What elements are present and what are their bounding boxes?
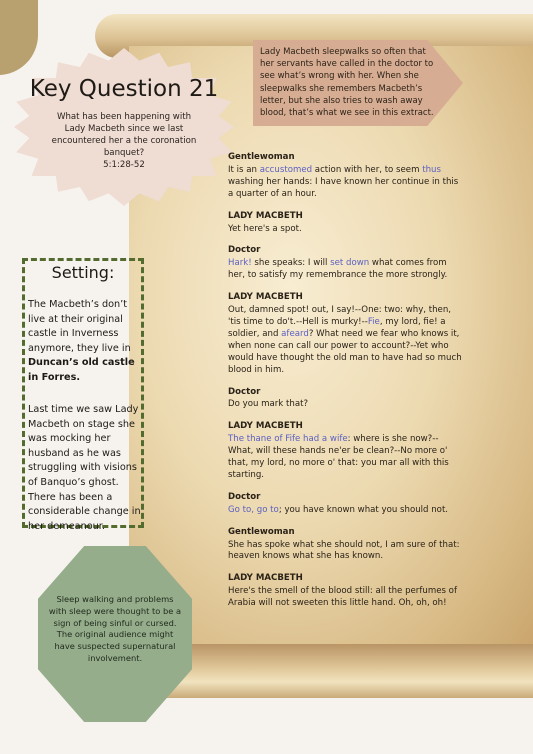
speaker-name: Gentlewoman — [228, 152, 295, 162]
speech-segment: what comes from her, to satisfy my remembrance the more strongly. — [228, 258, 448, 281]
script-line — [228, 387, 463, 412]
script-line — [228, 211, 463, 236]
speech-text — [228, 224, 463, 236]
key-question-text — [46, 111, 202, 171]
setting-paragraph-change: Last time we saw Lady Macbeth on stage she was mocking her husband as he was struggling with visions of Banquo’s ghost. There has been a considerable change in her demeanour. — [28, 404, 141, 532]
speech-segment: Do you mark that? — [228, 399, 309, 410]
speech-segment: , my lord, fie! a soldier, and — [228, 316, 446, 339]
speech-text — [228, 165, 463, 201]
speech-segment: She has spoke what she should not, I am sure of that: heaven knows what she has known. — [228, 539, 460, 562]
setting-location-bold: Duncan’s old castle in Forres. — [28, 357, 135, 383]
speech-segment: It is an — [228, 164, 260, 175]
speaker-name: Gentlewoman — [228, 526, 295, 537]
speech-text — [228, 258, 463, 282]
key-question-title: Key Question 21 — [29, 76, 219, 102]
corner-decoration — [0, 0, 38, 75]
speech-segment: ? What need we fear who knows it, when none can call our power to account?--Yet who would have thought the old man to have had so much blood in him. — [228, 328, 462, 375]
scene-reference: 5:1:28-52 — [103, 160, 145, 170]
speech-text — [228, 586, 463, 610]
speech-text — [228, 540, 463, 564]
key-question-prompt: What has been happening with Lady Macbeth since we last encountered her a the coronation banquet? — [51, 112, 197, 158]
speech-text — [228, 305, 463, 376]
setting-title: Setting: — [51, 263, 115, 282]
glossary-word: Fie — [367, 316, 380, 327]
script-line — [228, 492, 463, 517]
play-extract — [228, 152, 463, 620]
glossary-word: The thane of Fife had a wife — [228, 434, 348, 445]
speech-text — [228, 434, 463, 482]
script-line — [228, 152, 463, 201]
glossary-word: accustomed — [259, 164, 313, 175]
glossary-word: Hark! — [228, 258, 252, 269]
script-line — [228, 527, 463, 564]
context-fact-text: Sleep walking and problems with sleep were thought to be a sign of being sinful or cursed. The original audience might have suspected supernatural involvement. — [48, 594, 182, 663]
speaker-name: Doctor — [228, 245, 261, 256]
setting-location-text: The Macbeth’s don’t live at their original castle in Inverness anymore, they live in — [28, 299, 131, 354]
speaker-name: LADY MACBETH — [228, 421, 303, 432]
speech-segment: action with her, to seem — [312, 164, 423, 175]
speaker-name: Doctor — [228, 491, 261, 502]
speech-segment: : where is she now?--What, will these hands ne'er be clean?--No more o' that, my lord, no more o' that: you mar all with this starting. — [228, 434, 449, 480]
glossary-word: Go to, go to — [228, 504, 279, 515]
glossary-word: afeard — [281, 328, 309, 339]
speaker-name: Doctor — [228, 386, 261, 397]
script-line — [228, 573, 463, 610]
speaker-name: LADY MACBETH — [228, 573, 303, 584]
speech-segment: she speaks: I will — [251, 258, 331, 269]
script-line — [228, 245, 463, 282]
speech-text — [228, 505, 463, 517]
script-line — [228, 292, 463, 376]
glossary-word: set down — [330, 258, 370, 269]
speech-segment: Yet here's a spot. — [228, 223, 302, 234]
speech-text — [228, 399, 463, 411]
speaker-name: LADY MACBETH — [228, 292, 303, 303]
speech-segment: Out, damned spot! out, I say!--One: two: why, then, 'tis time to do't.--Hell is murky!-- — [228, 305, 452, 327]
context-text: Lady Macbeth sleepwalks so often that her servants have called in the doctor to see what’s wrong with her. When she sleepwalks she remembers Macbeth’s letter, but she also tries to wash away blood, that’s what we see in this extract. — [260, 47, 434, 119]
script-line — [228, 421, 463, 482]
speaker-name: LADY MACBETH — [228, 210, 303, 221]
glossary-word: thus — [422, 164, 441, 175]
speech-segment: washing her hands: I have known her continue in this a quarter of an hour. — [228, 176, 459, 199]
setting-paragraph-location — [28, 298, 142, 386]
speech-segment: Here's the smell of the blood still: all the perfumes of Arabia will not sweeten this little hand. Oh, oh, oh! — [228, 586, 457, 609]
speech-segment: ; you have known what you should not. — [278, 504, 449, 515]
